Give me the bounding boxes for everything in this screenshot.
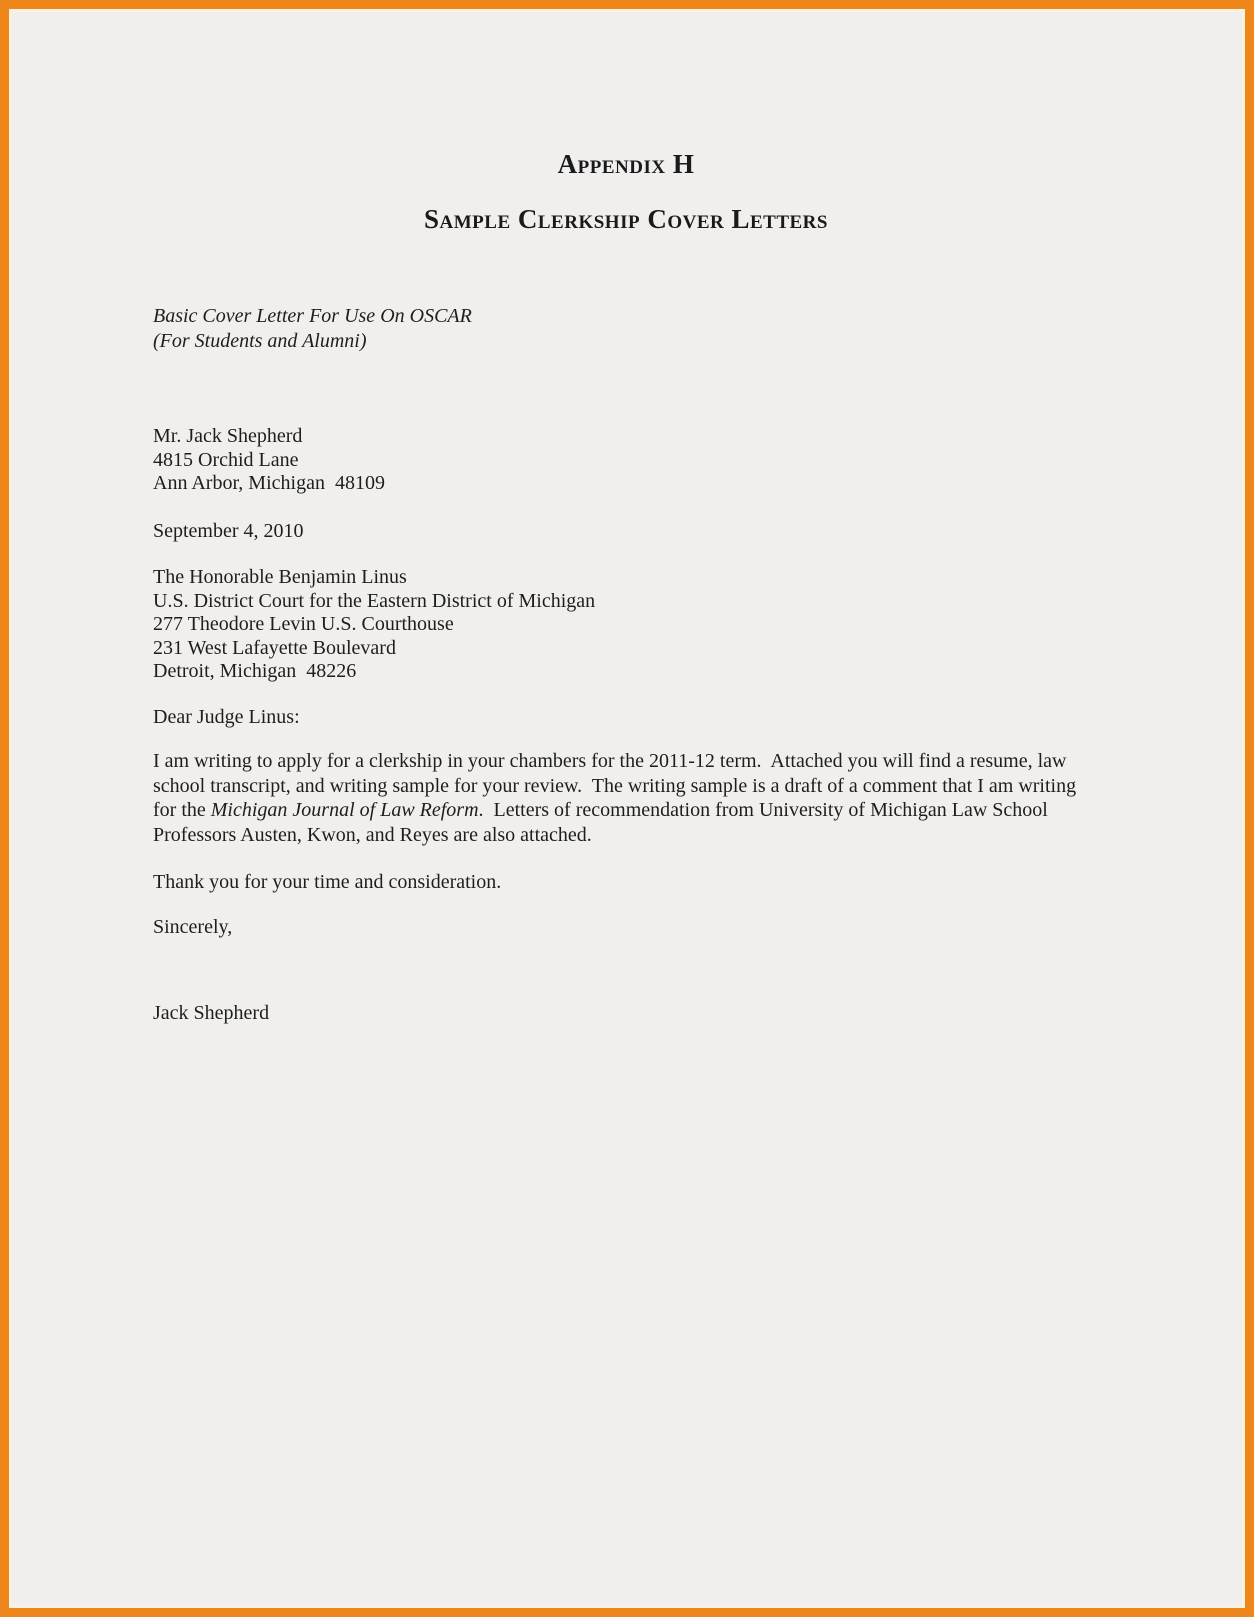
thanks-paragraph: Thank you for your time and consideration.	[153, 871, 502, 893]
signature-name: Jack Shepherd	[153, 1002, 270, 1024]
recipient-name: The Honorable Benjamin Linus	[153, 566, 407, 588]
recipient-court: U.S. District Court for the Eastern District of Michigan	[153, 589, 596, 612]
letter-page	[9, 9, 1245, 1608]
sender-address-block	[153, 425, 1099, 496]
recipient-building: 277 Theodore Levin U.S. Courthouse	[153, 613, 454, 635]
sender-name: Mr. Jack Shepherd	[153, 425, 303, 447]
sender-street: 4815 Orchid Lane	[153, 448, 299, 471]
recipient-address-block	[153, 566, 1099, 684]
body-text-before-italic: I am writing to apply for a clerkship in your chambers for the 2011-12 term. Attached you will find a resume, law school transcript, and writing sample for your review. The writing sample is a draft of a comment that I am writing for the	[153, 750, 1082, 821]
sender-city: Ann Arbor, Michigan 48109	[153, 472, 385, 494]
appendix-heading: Appendix H	[557, 149, 695, 179]
salutation: Dear Judge Linus:	[153, 705, 300, 728]
letter-date: September 4, 2010	[153, 519, 304, 542]
recipient-street: 231 West Lafayette Boulevard	[153, 636, 396, 659]
body-text-after-italic: . Letters of recommendation from University of Michigan Law School Professors Austen, Kwon, and Reyes are also attached.	[153, 799, 1053, 846]
valediction: Sincerely,	[153, 915, 233, 938]
intro-line-2: (For Students and Alumni)	[153, 329, 367, 352]
intro-block	[153, 304, 1099, 353]
journal-name-italic: Michigan Journal of Law Reform	[210, 799, 479, 821]
document-title: Sample Clerkship Cover Letters	[424, 204, 828, 234]
body-paragraph	[153, 749, 1099, 847]
intro-line-1: Basic Cover Letter For Use On OSCAR	[153, 305, 472, 327]
recipient-city: Detroit, Michigan 48226	[153, 660, 357, 682]
